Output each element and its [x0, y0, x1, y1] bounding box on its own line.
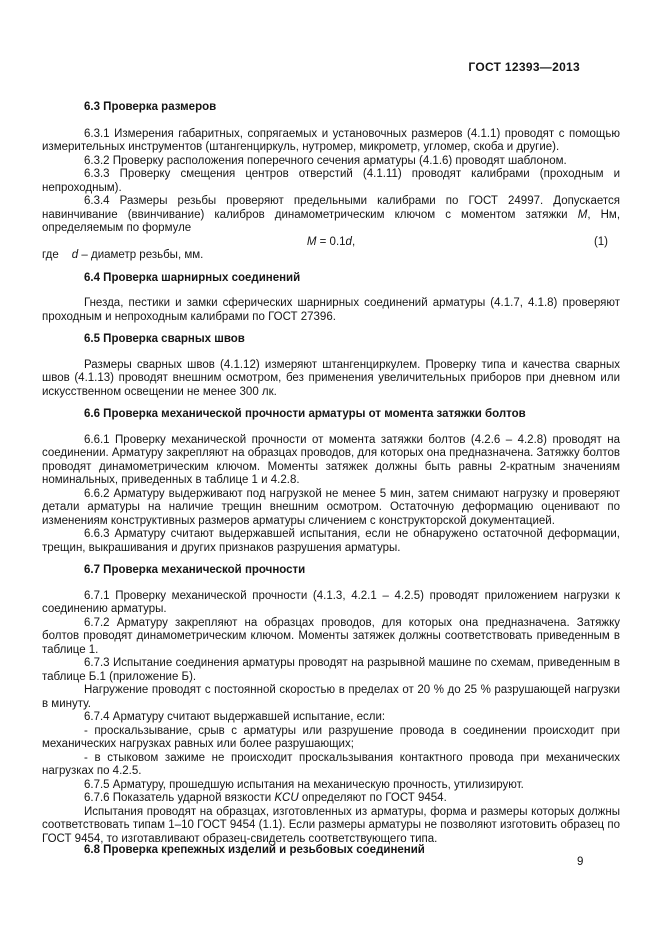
paragraph-6-3-2: 6.3.2 Проверку расположения поперечного сечения арматуры (4.1.6) проводят шаблоном.: [84, 154, 567, 167]
variable-d: d: [345, 235, 352, 248]
paragraph-loading-rate: Нагружение проводят с постоянной скоростью в пределах от 20 % до 25 % разрушающей нагрузки в минуту.: [42, 684, 620, 710]
formula-punctuation: ,: [351, 235, 356, 248]
where-clause: [42, 249, 620, 263]
paragraph-6-7-1: 6.7.1 Проверку механической прочности (4.1.3, 4.2.1 – 4.2.5) проводят приложением нагрузки к соединению арматуры.: [42, 589, 620, 615]
variable-m: М: [306, 235, 317, 248]
paragraph-6-7-5: 6.7.5 Арматуру, прошедшую испытания на механическую прочность, утилизируют.: [84, 778, 524, 791]
section-heading-6-6: 6.6 Проверка механической прочности арматуры от момента затяжки болтов: [84, 408, 526, 420]
paragraph-text: 6.3.4 Размеры резьбы проверяют предельными калибрами по ГОСТ 24997. Допускается навинчивание (ввинчивание) калибров динамометрическим ключом с моментом затяжки: [42, 195, 620, 221]
list-item-slippage: - проскальзывание, срыв с арматуры или разрушение провода в соединении происходит при механических нагрузках равных или более разрушающих;: [42, 724, 620, 750]
paragraph-6-4: Гнезда, пестики и замки сферических шарнирных соединений арматуры (4.1.7, 4.1.8) проверяют проходным и непроходным калибрами по ГОСТ 27396.: [42, 297, 620, 323]
paragraph-text: , Нм, определяемым по формуле: [42, 208, 621, 234]
running-header: ГОСТ 12393—2013: [468, 60, 580, 74]
document-body: [42, 95, 620, 870]
formula-number: (1): [593, 235, 608, 248]
variable-d: d: [71, 249, 79, 261]
paragraph-specimens: Испытания проводят на образцах, изготовленных из арматуры, форма и размеры которых должны соответствовать типам 1–10 ГОСТ 9454 (1.1). Если размеры арматуры не позволяют изготовить образец по ГОСТ 9454, то изготавливают образец-свидетель соответствующего типа.: [42, 805, 620, 845]
paragraph-6-6-1: 6.6.1 Проверку механической прочности от момента затяжки болтов (4.2.6 – 4.2.8) проводят на соединении. Арматуру закрепляют на образцах проводов, для которых она предназначена. Затяжку болтов проводят динамометрическим ключом. Моменты затяжек должны быть равны 2-кратным значениям номинальных, приведенных в таблице 1 и 4.2.8.: [42, 433, 620, 486]
page-number: 9: [577, 856, 584, 868]
list-item-butt-clamp: - в стыковом зажиме не происходит проскальзывания контактного провода при механических нагрузках по 4.2.5.: [42, 751, 620, 777]
section-heading-6-5: 6.5 Проверка сварных швов: [84, 333, 245, 345]
variable-m: М: [577, 208, 588, 221]
paragraph-6-7-6: [42, 792, 620, 806]
paragraph-text: 6.7.6 Показатель ударной вязкости: [84, 792, 275, 804]
paragraph-6-5: Размеры сварных швов (4.1.12) измеряют штангенциркулем. Проверку типа и качества сварных швов (4.1.13) проводят внешним осмотром, без применения увеличительных приборов при дневном или искусственном освещении не менее 300 лк.: [42, 358, 620, 398]
section-heading-6-4: 6.4 Проверка шарнирных соединений: [84, 271, 301, 284]
where-label: где: [42, 249, 59, 261]
paragraph-6-7-4: 6.7.4 Арматуру считают выдержавшей испытание, если:: [84, 711, 386, 723]
paragraph-6-7-3: 6.7.3 Испытание соединения арматуры проводят на разрывной машине по схемам, приведенным в таблице Б.1 (приложение Б).: [42, 657, 620, 683]
paragraph-6-6-3: 6.6.3 Арматуру считают выдержавшей испытания, если не обнаружено остаточной деформации, трещин, выкрашивания и других признаков разрушения арматуры.: [42, 528, 620, 554]
section-heading-6-7: 6.7 Проверка механической прочности: [84, 564, 306, 576]
paragraph-6-3-3: 6.3.3 Проверку смещения центров отверстий (4.1.11) проводят калибрами (проходным и непроходным).: [42, 168, 620, 194]
paragraph-6-7-2: 6.7.2 Арматуру закрепляют на образцах проводов, для которых она предназначена. Затяжку болтов проводят динамометрическим ключом. Моменты затяжек должны соответствовать приведенным в таблице 1.: [42, 616, 620, 656]
section-heading-6-3: 6.3 Проверка размеров: [84, 101, 217, 113]
formula: [42, 236, 620, 250]
section-heading-6-8: 6.8 Проверка крепежных изделий и резьбовых соединений: [84, 844, 425, 856]
paragraph-text: определяют по ГОСТ 9454.: [298, 792, 447, 804]
formula-expression: [307, 236, 355, 248]
variable-kcu: KCU: [274, 792, 299, 804]
paragraph-6-6-2: 6.6.2 Арматуру выдерживают под нагрузкой не менее 5 мин, затем снимают нагрузку и проверяют детали арматуры на наличие трещин внешним осмотром. Остаточную деформацию оценивают по изменениям конструктивных размеров арматуры сличением с конструкторской документацией.: [42, 487, 620, 527]
paragraph-6-3-1: 6.3.1 Измерения габаритных, сопрягаемых и установочных размеров (4.1.1) проводят с помощью измерительных инструментов (штангенциркуль, нутромер, микрометр, угломер, скоба и другие).: [42, 127, 620, 153]
paragraph-6-3-4: [42, 195, 620, 236]
formula-operator: = 0.1: [316, 235, 346, 248]
where-text: – диаметр резьбы, мм.: [78, 249, 204, 261]
